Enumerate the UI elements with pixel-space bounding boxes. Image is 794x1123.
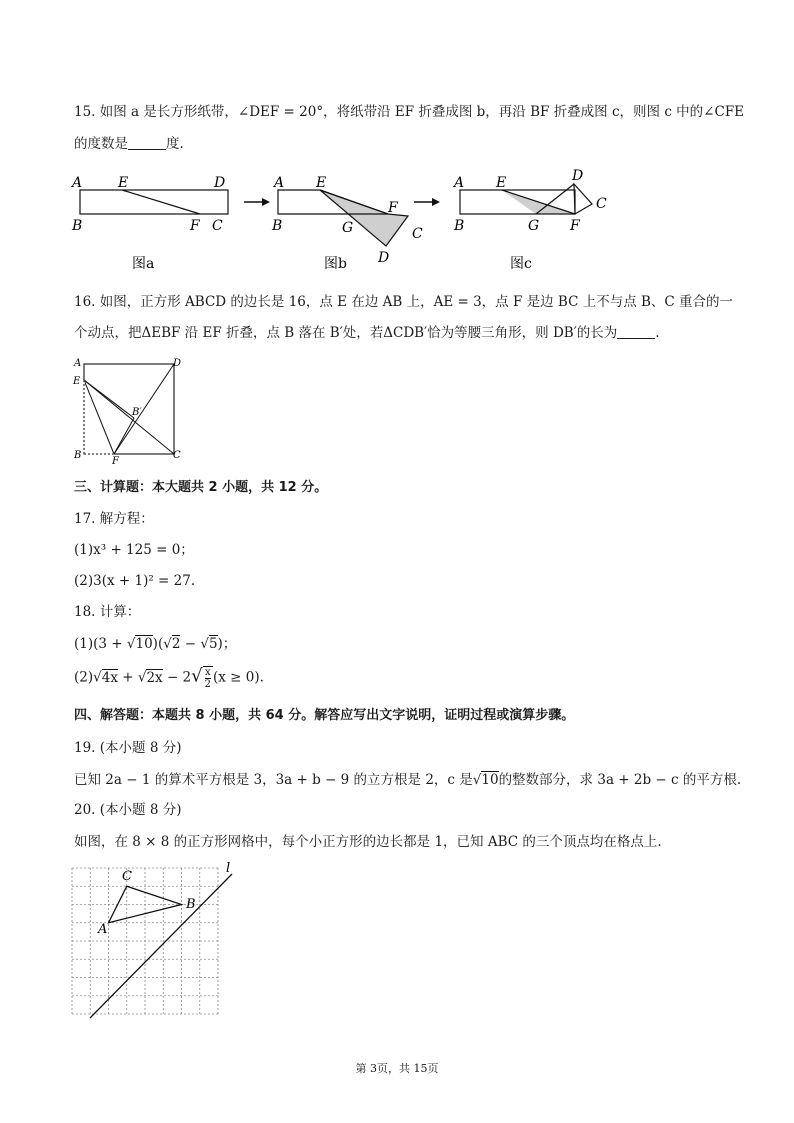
section-3-heading: 三、计算题：本大题共 2 小题，共 12 分。 [74, 480, 328, 495]
fig-a-label-C: C [212, 218, 223, 234]
sqrt-sign: √ [472, 772, 482, 788]
fig-c-label-C: C [596, 196, 607, 212]
caption-fig-a: 图a [132, 256, 155, 272]
radicand: 4x [101, 669, 118, 686]
q20-label-l: l [226, 861, 231, 876]
fig-a-label-D: D [214, 175, 226, 191]
q20-label-A: A [98, 922, 108, 937]
q15-line1: 15. 如图 a 是长方形纸带，∠DEF = 20°，将纸带沿 EF 折叠成图 b，再沿 BF 折叠成图 c，则图 c 中的∠CFE [74, 104, 745, 120]
q17-title: 17. 解方程： [74, 511, 154, 527]
sqrt-sign: √ [200, 636, 209, 652]
fig-c-label-F: F [570, 218, 580, 234]
sqrt-sign: √ [163, 636, 172, 652]
fraction-denominator: 2 [204, 679, 211, 690]
q18-title: 18. 计算： [74, 604, 141, 620]
fig-b-label-A: A [274, 175, 285, 191]
q16-label-E: E [73, 376, 81, 387]
fig-a-label-E: E [118, 175, 129, 191]
q16-line1: 16. 如图，正方形 ABCD 的边长是 16，点 E 在边 AB 上，AE = 3，点 F 是边 BC 上不与点 B、C 重合的一 [74, 294, 734, 310]
sqrt-sign: √ [137, 669, 147, 686]
fig-a-label-B: B [72, 218, 83, 234]
page-footer: 第 3页，共 15页 [355, 1062, 439, 1075]
answer-blank [617, 324, 655, 339]
fig-c-label-A: A [454, 175, 465, 191]
caption-fig-b: 图b [324, 256, 347, 272]
fig-c-label-G: G [528, 218, 540, 234]
q18-p1-seg: )( [152, 636, 164, 652]
sqrt-sign: √ [126, 636, 136, 652]
section-4-heading: 四、解答题：本题共 8 小题，共 64 分。解答应写出文字说明，证明过程或演算步骤。 [74, 708, 575, 723]
q15-line2-pre: 的度数是 [74, 136, 128, 152]
fig-b-label-C: C [412, 226, 423, 242]
fig-b-label-B: B [272, 218, 283, 234]
q18-p2-seg: (x ≥ 0). [213, 669, 264, 686]
q18-p2-seg: − 2 [162, 669, 192, 686]
q16-label-A: A [74, 358, 82, 369]
q19-body-seg: 的整数部分，求 3a + 2b − c 的平方根. [498, 772, 742, 788]
fig-c-label-B: B [454, 218, 465, 234]
q20-body: 如图，在 8 × 8 的正方形网格中，每个小正方形的边长都是 1，已知 ABC 的三个顶点均在格点上. [74, 834, 662, 850]
q18-p2-seg: + [117, 669, 138, 686]
radicand: 10 [481, 772, 499, 788]
figure-c [452, 168, 607, 272]
q16-line2-post: . [655, 325, 660, 341]
answer-blank [128, 135, 166, 150]
q19-title: 19. (本小题 8 分) [74, 740, 182, 756]
radicand: 5 [208, 636, 218, 652]
radicand: 10 [135, 636, 153, 652]
q18-p1-seg: − [180, 636, 201, 652]
q16-label-C: C [173, 450, 181, 461]
figure-b [271, 175, 423, 272]
q16-figure [70, 354, 190, 466]
fraction-numerator: x [204, 667, 211, 678]
q15-line2-post: 度. [166, 136, 184, 152]
q16-line2-pre: 个动点，把ΔEBF 沿 EF 折叠，点 B 落在 B′处，若ΔCDB′恰为等腰三角形，则 DB′的长为 [74, 325, 618, 341]
q20-label-C: C [122, 869, 132, 884]
fig-c-label-D: D [572, 168, 584, 184]
q15-line2 [74, 134, 184, 154]
q17-part2: (2)3(x + 1)² = 27. [74, 573, 196, 589]
q20-label-B: B [186, 897, 196, 912]
fig-b-label-F: F [388, 200, 398, 216]
q18-p1-seg: )； [217, 636, 237, 652]
fraction [203, 666, 213, 690]
q18-p2-seg: (2) [74, 669, 94, 686]
q19-body-seg: 已知 2a − 1 的算术平方根是 3，3a + b − 9 的立方根是 2，c 是 [74, 772, 473, 788]
arrow-right-icon [244, 198, 270, 206]
q18-p1-seg: (1)(3 + [74, 636, 127, 652]
sqrt-sign: √ [191, 665, 203, 687]
sqrt-sign: √ [93, 669, 102, 686]
q16-label-B: B [74, 450, 82, 461]
figure-a [70, 175, 228, 272]
q17-part1: (1)x³ + 125 = 0； [74, 542, 194, 558]
q19-body [74, 770, 741, 790]
q16-label-Bprime: B′ [132, 407, 142, 418]
q16-label-F: F [112, 456, 119, 466]
q16-line2 [74, 323, 660, 343]
fig-a-label-A: A [72, 175, 83, 191]
fig-b-label-G: G [342, 220, 354, 236]
line-l [90, 874, 232, 1018]
fig-c-label-E: E [496, 175, 507, 191]
fig-b-label-E: E [316, 175, 327, 191]
grid [72, 868, 218, 1014]
q20-title: 20. (本小题 8 分) [74, 802, 182, 818]
fig-a-label-F: F [190, 218, 200, 234]
arrow-right-icon [414, 198, 440, 206]
q15-figures [70, 168, 630, 276]
caption-fig-c: 图c [510, 256, 532, 272]
radicand: 2x [146, 669, 163, 686]
q18-part1 [74, 634, 236, 654]
q18-part2 [74, 666, 264, 696]
fig-b-label-D: D [378, 250, 390, 266]
q16-label-D: D [173, 358, 182, 369]
radicand: 2 [171, 636, 181, 652]
q20-grid-figure [66, 860, 246, 1024]
